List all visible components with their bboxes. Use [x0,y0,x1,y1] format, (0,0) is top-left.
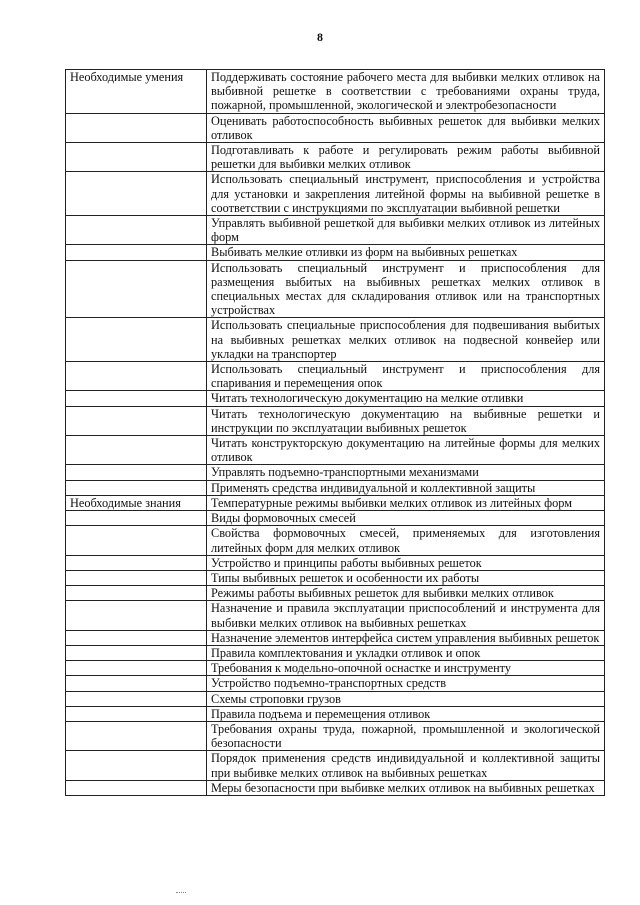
table-row [66,362,605,391]
section-heading-cell [66,706,207,721]
table-row [66,601,605,630]
section-heading-cell [66,691,207,706]
section-heading-cell [66,216,207,245]
list-item: Использовать специальный инструмент и приспособления для спаривания и перемещения опок [207,362,605,391]
scan-artifact [176,892,186,894]
section-heading-cell [66,406,207,435]
table-row [66,172,605,216]
table-row [66,676,605,691]
section-heading-cell [66,143,207,172]
section-heading-cell [66,676,207,691]
section-heading-cell [66,318,207,362]
section-heading: Необходимые умения [66,70,207,114]
list-item: Назначение элементов интерфейса систем управления выбивных решеток [207,630,605,645]
list-item: Правила комплектования и укладки отливок и опок [207,645,605,660]
section-heading-cell [66,465,207,480]
table-row [66,245,605,260]
section-heading-cell [66,721,207,750]
table-row [66,691,605,706]
table-row [66,70,605,114]
section-heading-cell [66,260,207,318]
table-row [66,436,605,465]
list-item: Устройство и принципы работы выбивных решеток [207,555,605,570]
list-item: Поддерживать состояние рабочего места для выбивки мелких отливок на выбивной решетке в соответствии с требованиями охраны труда, пожарной, промышленной, экологической и электробезопасности [207,70,605,114]
list-item: Читать конструкторскую документацию на литейные формы для мелких отливок [207,436,605,465]
table-row [66,143,605,172]
table-row [66,586,605,601]
list-item: Типы выбивных решеток и особенности их работы [207,570,605,585]
list-item: Свойства формовочных смесей, применяемых для изготовления литейных форм для мелких отливок [207,526,605,555]
list-item: Использовать специальный инструмент и приспособления для размещения выбитых на выбивных решетках мелких отливок в специальных местах для складирования отливок или на транспортных устройствах [207,260,605,318]
table-row [66,318,605,362]
list-item: Применять средства индивидуальной и коллективной защиты [207,480,605,495]
list-item: Температурные режимы выбивки мелких отливок из литейных форм [207,495,605,510]
section-heading-cell [66,511,207,526]
section-heading-cell [66,391,207,406]
section-heading-cell [66,780,207,795]
list-item: Виды формовочных смесей [207,511,605,526]
list-item: Читать технологическую документацию на мелкие отливки [207,391,605,406]
section-heading-cell [66,751,207,780]
section-heading-cell [66,555,207,570]
list-item: Читать технологическую документацию на выбивные решетки и инструкции по эксплуатации выбивных решеток [207,406,605,435]
section-heading-cell [66,172,207,216]
section-heading: Необходимые знания [66,495,207,510]
table-row [66,721,605,750]
table-row [66,780,605,795]
section-heading-cell [66,586,207,601]
section-heading-cell [66,526,207,555]
table-row [66,555,605,570]
list-item: Управлять выбивной решеткой для выбивки мелких отливок из литейных форм [207,216,605,245]
table-row [66,751,605,780]
table-row [66,511,605,526]
list-item: Требования к модельно-опочной оснастке и инструменту [207,661,605,676]
page-number: 8 [317,30,323,44]
table-row [66,391,605,406]
table-row [66,216,605,245]
list-item: Подготавливать к работе и регулировать режим работы выбивной решетки для выбивки мелких отливок [207,143,605,172]
table-row [66,113,605,142]
section-heading-cell [66,480,207,495]
table-row [66,495,605,510]
list-item: Порядок применения средств индивидуальной и коллективной защиты при выбивке мелких отливок на выбивных решетках [207,751,605,780]
section-heading-cell [66,570,207,585]
list-item: Оценивать работоспособность выбивных решеток для выбивки мелких отливок [207,113,605,142]
table-row [66,645,605,660]
list-item: Назначение и правила эксплуатации приспособлений и инструмента для выбивки мелких отливок на выбивных решетках [207,601,605,630]
table-row [66,706,605,721]
table-row [66,406,605,435]
list-item: Требования охраны труда, пожарной, промышленной и экологической безопасности [207,721,605,750]
section-heading-cell [66,362,207,391]
list-item: Устройство подъемно-транспортных средств [207,676,605,691]
list-item: Меры безопасности при выбивке мелких отливок на выбивных решетках [207,780,605,795]
section-heading-cell [66,661,207,676]
requirements-table [65,69,605,796]
table-row [66,526,605,555]
section-heading-cell [66,245,207,260]
list-item: Правила подъема и перемещения отливок [207,706,605,721]
list-item: Выбивать мелкие отливки из форм на выбивных решетках [207,245,605,260]
list-item: Использовать специальные приспособления для подвешивания выбитых на выбивных решетках мелких отливок на подвесной конвейер или укладки на транспортер [207,318,605,362]
table-row [66,661,605,676]
table-row [66,465,605,480]
table-row [66,570,605,585]
list-item: Управлять подъемно-транспортными механизмами [207,465,605,480]
section-heading-cell [66,645,207,660]
list-item: Схемы строповки грузов [207,691,605,706]
list-item: Режимы работы выбивных решеток для выбивки мелких отливок [207,586,605,601]
section-heading-cell [66,436,207,465]
section-heading-cell [66,601,207,630]
section-heading-cell [66,113,207,142]
table-row [66,630,605,645]
table-row [66,480,605,495]
list-item: Использовать специальный инструмент, приспособления и устройства для установки и закрепления литейной формы на выбивной решетке в соответствии с инструкциями по эксплуатации выбивной решетки [207,172,605,216]
section-heading-cell [66,630,207,645]
table-row [66,260,605,318]
